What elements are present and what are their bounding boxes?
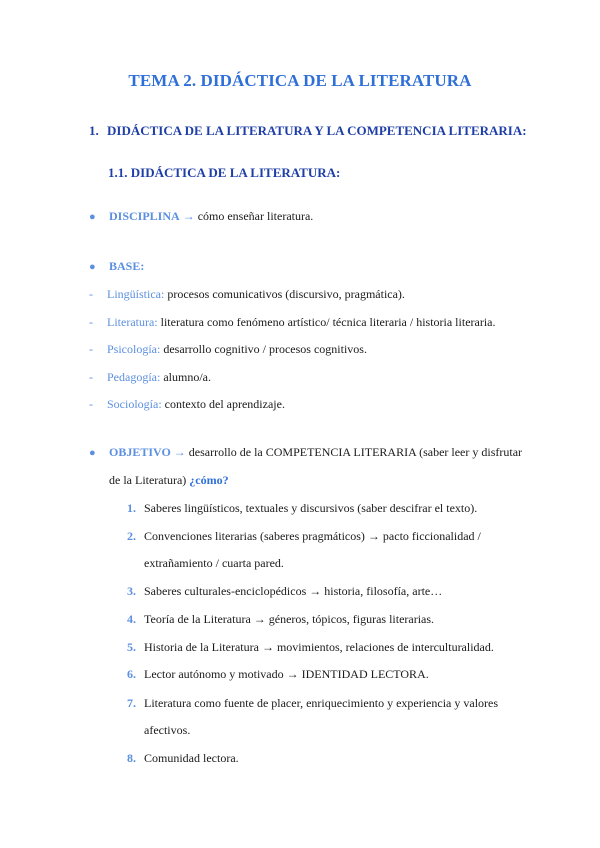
numbered-item: [127, 751, 239, 766]
dash-icon: -: [89, 287, 93, 301]
numbered-item: [127, 612, 434, 627]
numbered-item: [127, 529, 481, 544]
bullet-objetivo: [89, 445, 522, 460]
section-heading-text: DIDÁCTICA DE LA LITERATURA Y LA COMPETENCIA LITERARIA:: [107, 123, 527, 138]
base-item-label: Psicología:: [107, 342, 161, 356]
bullet-icon: ●: [89, 261, 96, 273]
subsection-heading-1-1: 1.1. DIDÁCTICA DE LA LITERATURA:: [108, 165, 341, 180]
item-text: Historia de la Literatura → movimientos, relaciones de interculturalidad.: [144, 640, 494, 654]
bullet-icon: ●: [89, 211, 96, 223]
como-question: ¿cómo?: [189, 473, 229, 487]
item-number: 4.: [127, 612, 136, 626]
item-text: Literatura como fuente de placer, enriquecimiento y experiencia y valores: [144, 696, 499, 710]
item-continuation: afectivos.: [144, 723, 191, 737]
section-number: 1.: [89, 123, 99, 138]
numbered-item: [127, 640, 494, 655]
numbered-item: [127, 501, 477, 516]
item-continuation: extrañamiento / cuarta pared.: [144, 556, 284, 570]
item-number: 8.: [127, 751, 136, 765]
item-text: Convenciones literarias (saberes pragmáticos) → pacto ficcionalidad /: [144, 529, 481, 543]
dash-icon: -: [89, 370, 93, 384]
arrow-icon: →: [173, 445, 186, 459]
arrow-icon: →: [182, 209, 195, 223]
section-heading-1: [89, 123, 527, 139]
base-item: [89, 315, 496, 330]
base-item-text: desarrollo cognitivo / procesos cognitivos.: [163, 342, 367, 356]
item-number: 3.: [127, 584, 136, 598]
disciplina-label: DISCIPLINA: [109, 209, 180, 223]
item-text: Lector autónomo y motivado → IDENTIDAD LECTORA.: [144, 667, 429, 681]
dash-icon: -: [89, 342, 93, 356]
objetivo-text: desarrollo de la COMPETENCIA LITERARIA (saber leer y disfrutar: [188, 445, 523, 459]
numbered-item: [127, 667, 429, 682]
disciplina-text: cómo enseñar literatura.: [197, 209, 314, 223]
bullet-base: [89, 259, 144, 274]
item-text: Saberes lingüísticos, textuales y discursivos (saber descifrar el texto).: [144, 501, 478, 515]
base-item: [89, 287, 405, 302]
base-item-label: Sociología:: [107, 397, 162, 411]
bullet-disciplina: [89, 209, 313, 224]
base-item-text: procesos comunicativos (discursivo, pragmática).: [167, 287, 405, 301]
base-label: BASE:: [109, 259, 145, 273]
base-item: [89, 370, 211, 385]
bullet-icon: ●: [89, 447, 96, 459]
item-text: Comunidad lectora.: [144, 751, 239, 765]
base-item-label: Pedagogía:: [107, 370, 161, 384]
dash-icon: -: [89, 397, 93, 411]
numbered-item: [127, 584, 442, 599]
item-number: 5.: [127, 640, 136, 654]
item-number: 6.: [127, 667, 136, 681]
base-item-label: Literatura:: [107, 315, 158, 329]
dash-icon: -: [89, 315, 93, 329]
objetivo-continuation: [109, 473, 229, 488]
base-item: [89, 397, 285, 412]
objetivo-text-2: de la Literatura): [109, 473, 187, 487]
numbered-item: [127, 696, 498, 711]
item-number: 1.: [127, 501, 136, 515]
objetivo-label: OBJETIVO: [109, 445, 171, 459]
item-number: 2.: [127, 529, 136, 543]
item-text: Teoría de la Literatura → géneros, tópicos, figuras literarias.: [144, 612, 435, 626]
base-item-text: literatura como fenómeno artístico/ técnica literaria / historia literaria.: [160, 315, 496, 329]
base-item-text: alumno/a.: [163, 370, 211, 384]
page-title: TEMA 2. DIDÁCTICA DE LA LITERATURA: [128, 71, 472, 90]
item-text: Saberes culturales-enciclopédicos → historia, filosofía, arte…: [144, 584, 443, 598]
base-item-label: Lingüística:: [107, 287, 165, 301]
base-item-text: contexto del aprendizaje.: [164, 397, 285, 411]
item-number: 7.: [127, 696, 136, 710]
base-item: [89, 342, 367, 357]
